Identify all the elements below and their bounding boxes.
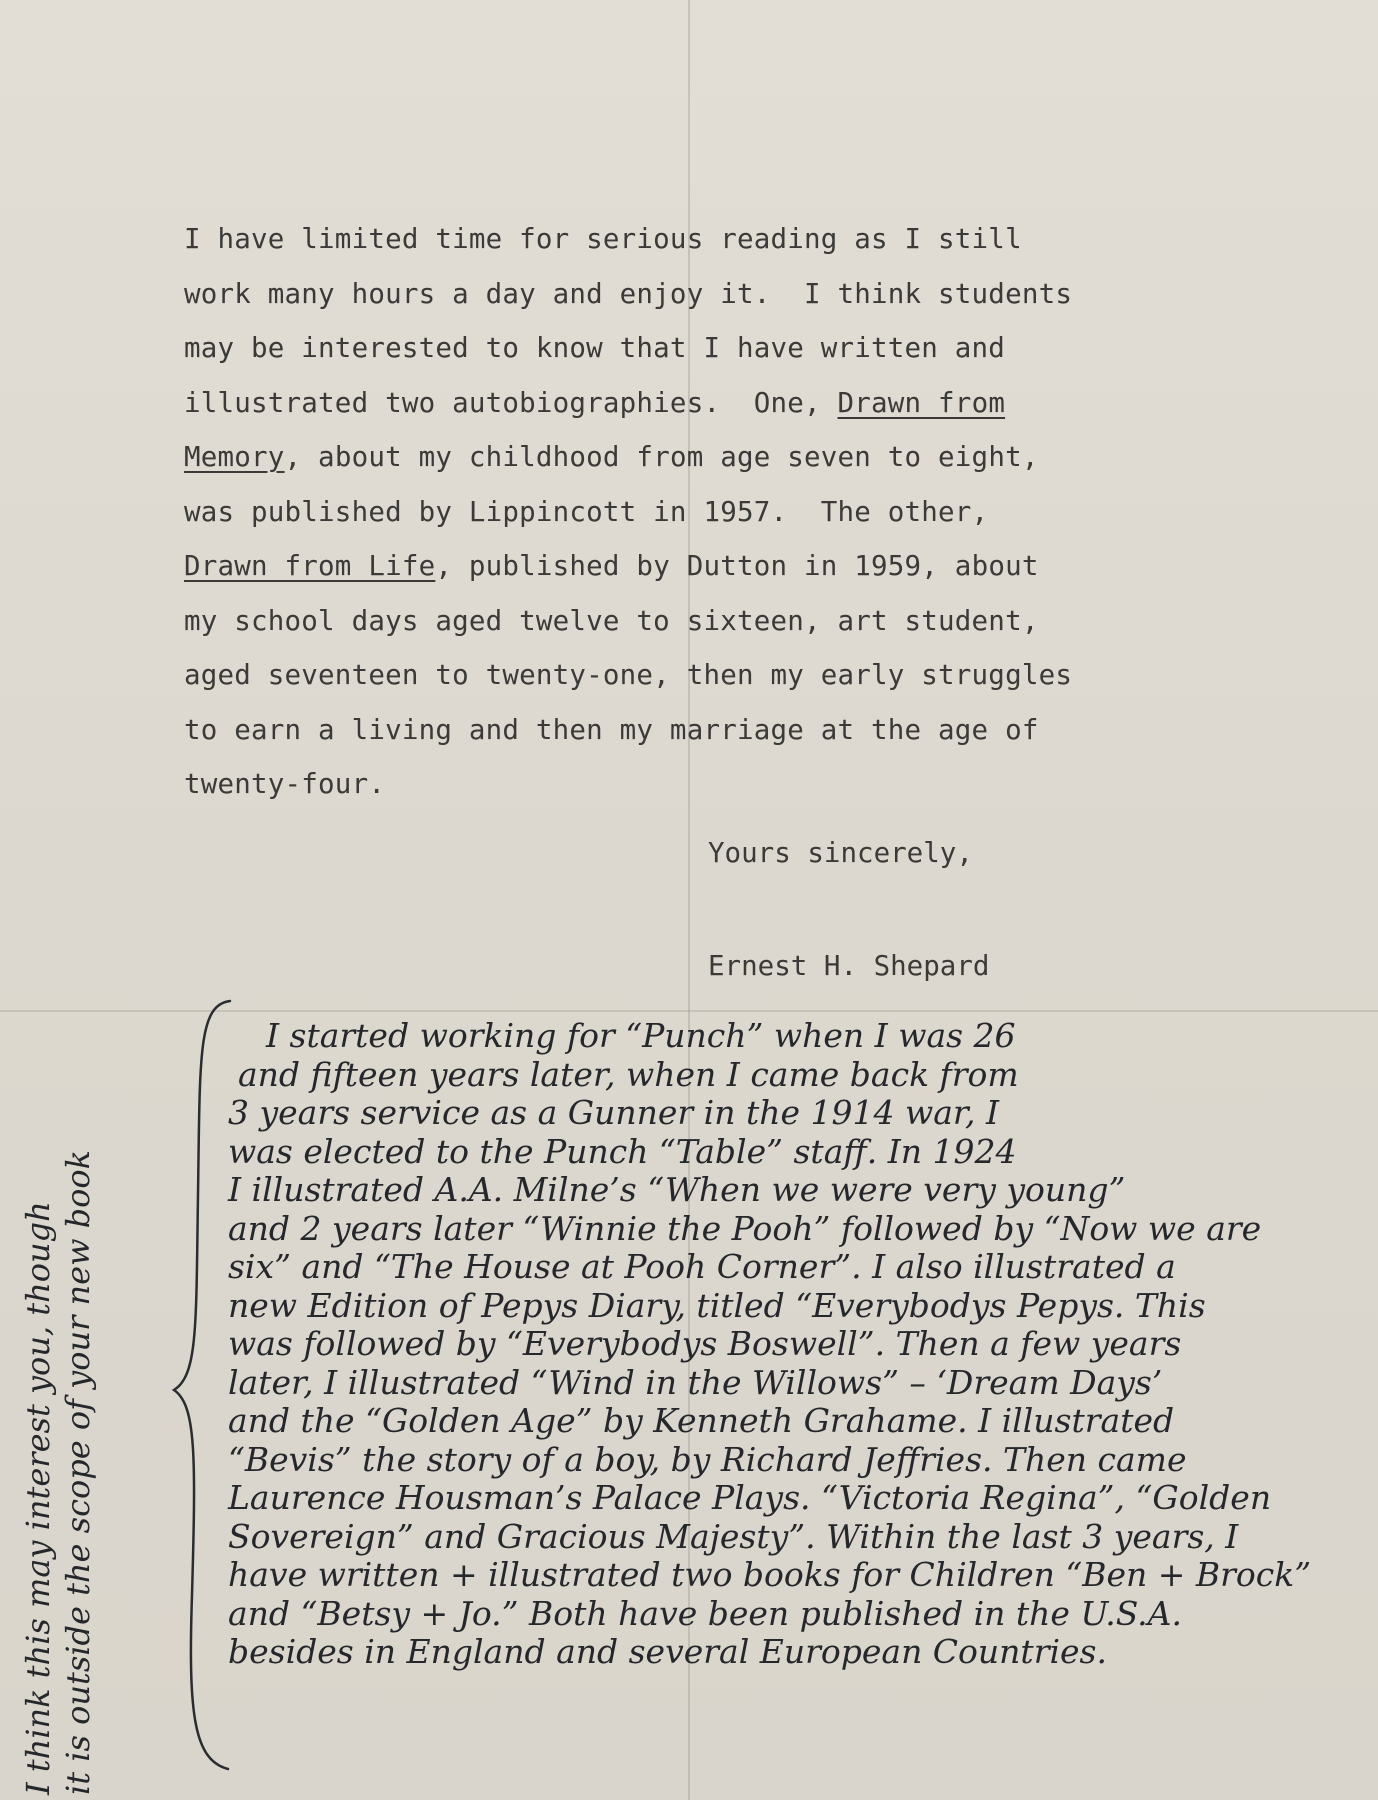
rotated-margin-note: [18, 995, 98, 1795]
body-line-4: [184, 376, 1184, 431]
handwritten-line-10: later, I illustrated “Wind in the Willows” – ‘Dream Days’: [228, 1362, 1163, 1402]
handwritten-line-5: I illustrated A.A. Milne’s “When we were very young”: [228, 1170, 1126, 1209]
body-line-3: may be interested to know that I have written and: [184, 332, 1006, 364]
signature: Ernest H. Shepard: [708, 950, 990, 982]
handwritten-line-17: besides in England and several European Countries.: [228, 1632, 1107, 1671]
body-line-11: twenty-four.: [184, 768, 386, 800]
book-title-drawn-from-life: Drawn from Life: [184, 550, 436, 582]
body-line-7: [184, 539, 1184, 594]
handwritten-line-1: I started working for “Punch” when I was 26: [266, 1016, 1016, 1055]
typed-letter-body: [184, 212, 1184, 812]
handwritten-line-4: was elected to the Punch “Table” staff. In 1924: [228, 1131, 1017, 1171]
margin-note-line-2: it is outside the scope of your new book: [59, 1149, 97, 1795]
handwritten-postscript: [228, 1017, 1348, 1672]
handwritten-line-13: Laurence Housman’s Palace Plays. “Victoria Regina”, “Golden: [228, 1478, 1272, 1517]
handwritten-line-12: “Bevis” the story of a boy, by Richard Jeffries. Then came: [228, 1439, 1187, 1479]
body-line-7-text: , published by Dutton in 1959, about: [435, 550, 1039, 582]
closing: Yours sincerely,: [708, 837, 973, 869]
body-line-1: I have limited time for serious reading as I still: [184, 223, 1022, 255]
handwritten-line-15: have written + illustrated two books for Children “Ben + Brock”: [228, 1555, 1312, 1594]
body-line-4-text: illustrated two autobiographies. One,: [184, 386, 821, 419]
margin-note-line-1: I think this may interest you, though: [19, 1201, 57, 1795]
handwritten-line-6: and 2 years later “Winnie the Pooh” followed by “Now we are: [228, 1208, 1262, 1248]
body-line-2: work many hours a day and enjoy it. I think students: [184, 277, 1073, 310]
book-title-drawn-from: Drawn from: [837, 386, 1006, 419]
handwritten-line-16: and “Betsy + Jo.” Both have been published in the U.S.A.: [228, 1593, 1182, 1633]
body-line-6: was published by Lippincott in 1957. The other,: [184, 495, 989, 528]
book-title-memory: Memory: [184, 441, 285, 473]
body-line-5: [184, 430, 1184, 485]
handwritten-line-11: and the “Golden Age” by Kenneth Grahame. I illustrated: [228, 1401, 1175, 1440]
handwritten-line-14: Sovereign” and Gracious Majesty”. Within the last 3 years, I: [228, 1516, 1239, 1556]
handwritten-line-9: was followed by “Everybodys Boswell”. Then a few years: [228, 1324, 1182, 1363]
handwritten-line-7: six” and “The House at Pooh Corner”. I also illustrated a: [228, 1247, 1176, 1286]
body-line-10: to earn a living and then my marriage at the age of: [184, 713, 1039, 746]
body-line-9: aged seventeen to twenty-one, then my early struggles: [184, 659, 1073, 691]
body-line-5-text: , about my childhood from age seven to eight,: [284, 441, 1039, 473]
handwritten-line-3: 3 years service as a Gunner in the 1914 war, I: [228, 1093, 1000, 1132]
handwritten-line-8: new Edition of Pepys Diary, titled “Everybodys Pepys. This: [228, 1285, 1206, 1325]
body-line-8: my school days aged twelve to sixteen, art student,: [184, 604, 1039, 637]
handwritten-line-2: and fifteen years later, when I came back from: [238, 1054, 1019, 1094]
